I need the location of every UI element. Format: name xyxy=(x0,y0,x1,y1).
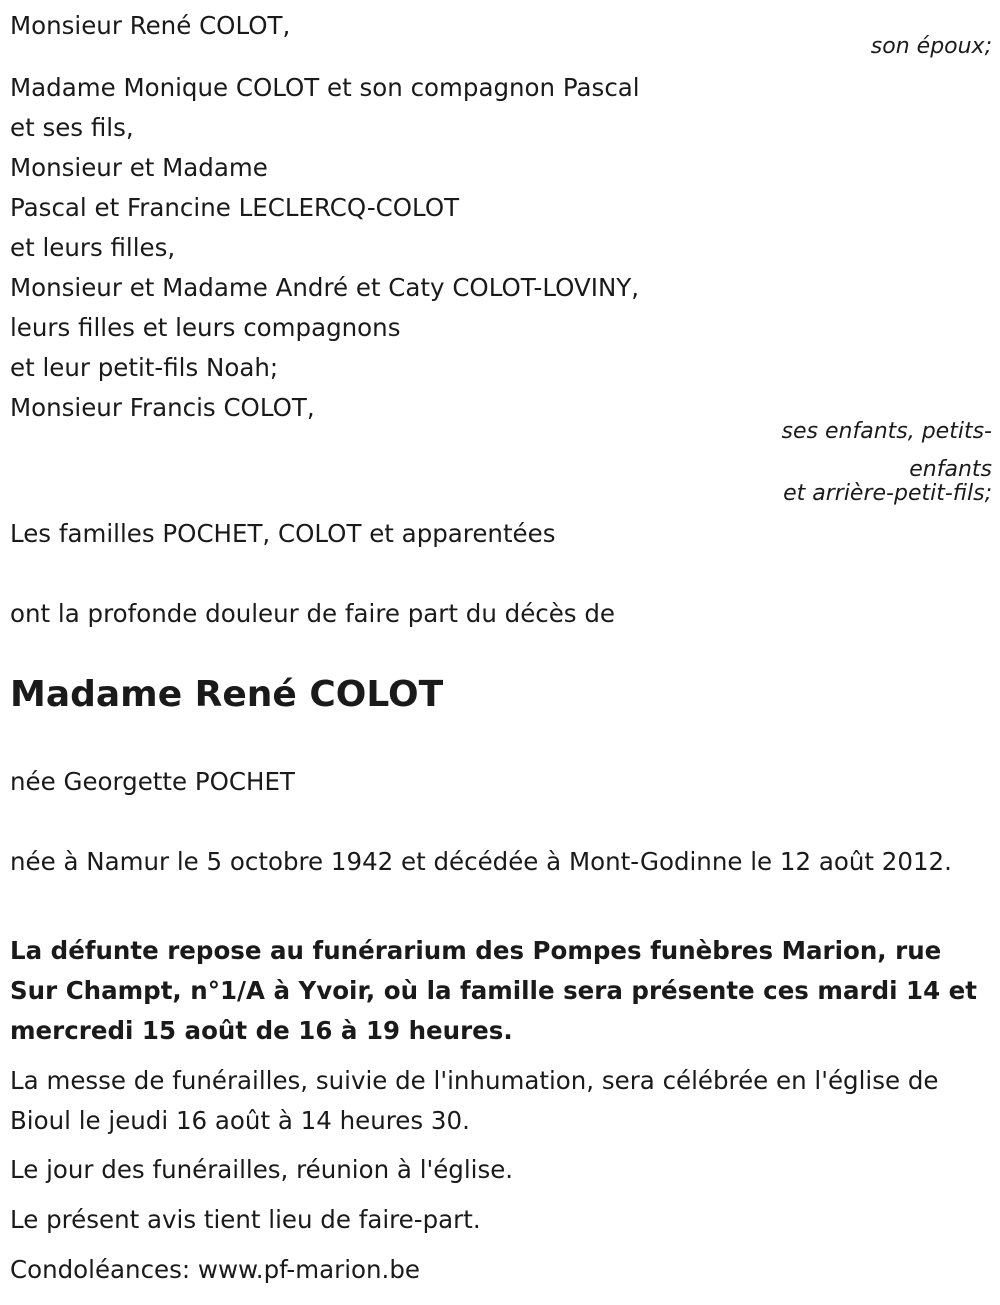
children-role-3: et arrière-petit-fils; xyxy=(783,481,992,506)
family-line: et leur petit-fils Noah; xyxy=(10,353,279,382)
family-line: et leurs filles, xyxy=(10,233,176,262)
family-line: et ses fils, xyxy=(10,113,134,142)
viewing-details: La défunte repose au funérarium des Pompes funèbres Marion, rue Sur Champt, n°1/A à Yvoir, où la famille sera présente ces mardi 14 et mercredi 15 août de 16 à 19 heures. xyxy=(10,936,977,1045)
announcement: ont la profonde douleur de faire part du décès de xyxy=(10,599,615,628)
meeting: Le jour des funérailles, réunion à l'église. xyxy=(10,1155,514,1184)
children-role-1: ses enfants, petits- xyxy=(781,419,992,444)
condolences: Condoléances: www.pf-marion.be xyxy=(10,1255,420,1284)
deceased-name: Madame René COLOT xyxy=(10,674,444,715)
families-line: Les familles POCHET, COLOT et apparentées xyxy=(10,519,556,548)
birth-death: née à Namur le 5 octobre 1942 et décédée à Mont-Godinne le 12 août 2012. xyxy=(10,847,952,876)
family-line: Monsieur et Madame André et Caty COLOT-LOVINY, xyxy=(10,273,640,302)
children-list xyxy=(10,68,640,428)
spouse-name: Monsieur René COLOT, xyxy=(10,11,291,40)
children-role-2: enfants xyxy=(909,457,992,482)
family-line: leurs filles et leurs compagnons xyxy=(10,313,401,342)
maiden-name: née Georgette POCHET xyxy=(10,767,295,796)
family-line: Monsieur Francis COLOT, xyxy=(10,393,315,422)
spouse-role: son époux; xyxy=(870,34,992,59)
funeral-mass: La messe de funérailles, suivie de l'inhumation, sera célébrée en l'église de Bioul le jeudi 16 août à 14 heures 30. xyxy=(10,1066,939,1135)
family-line: Monsieur et Madame xyxy=(10,153,268,182)
family-line: Madame Monique COLOT et son compagnon Pascal xyxy=(10,73,640,102)
notice: Le présent avis tient lieu de faire-part. xyxy=(10,1205,481,1234)
family-line: Pascal et Francine LECLERCQ-COLOT xyxy=(10,193,460,222)
